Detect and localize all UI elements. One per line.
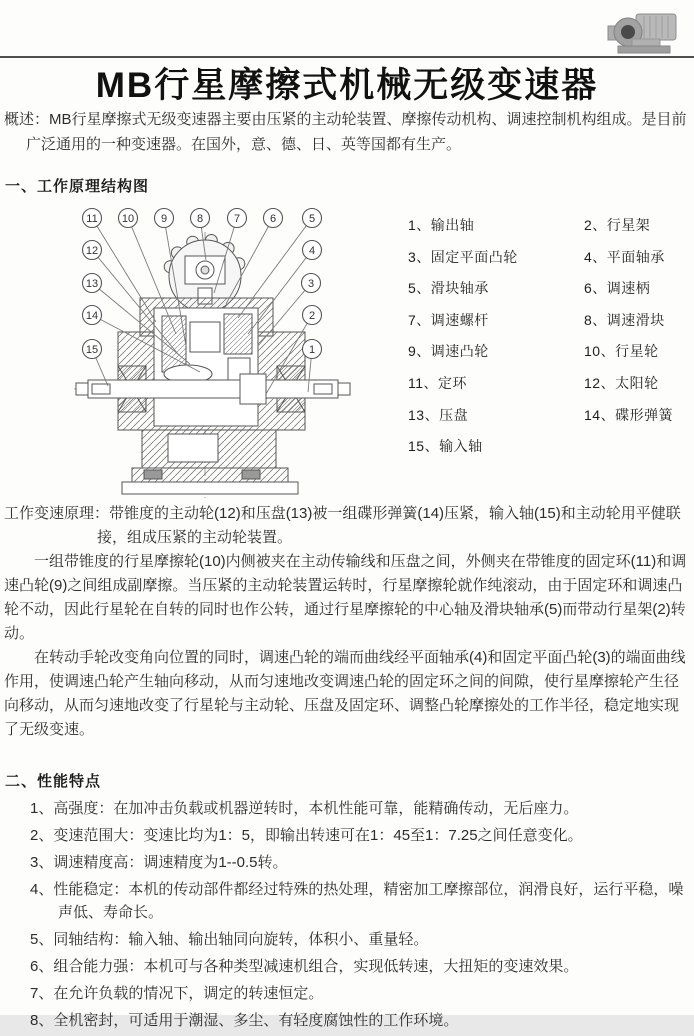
callout-2 <box>303 306 322 325</box>
gear-motor-photo <box>602 4 682 56</box>
feature-item: 3、调速精度高：调速精度为1--0.5转。 <box>30 854 288 871</box>
svg-text:8: 8 <box>196 213 204 225</box>
part-item: 8、调速滑块 <box>584 311 665 328</box>
callout-13 <box>83 274 102 293</box>
callout-8 <box>191 209 210 228</box>
callout-15 <box>83 340 102 359</box>
part-item: 5、滑块轴承 <box>408 280 489 297</box>
callout-6 <box>264 209 283 228</box>
svg-text:2: 2 <box>308 310 316 322</box>
part-item: 2、行星架 <box>584 217 651 233</box>
svg-text:14: 14 <box>85 310 99 322</box>
part-item: 12、太阳轮 <box>584 374 659 391</box>
parts-list <box>408 215 690 468</box>
feature-item: 4、性能稳定：本机的传动部件都经过特殊的热处理，精密加工摩擦部位，润滑良好，运行平稳，噪声低、寿命长。 <box>30 881 684 921</box>
features-list <box>30 797 688 1036</box>
svg-text:5: 5 <box>308 213 316 225</box>
callout-5 <box>303 209 322 228</box>
part-item: 14、碟形弹簧 <box>584 406 674 423</box>
feature-item: 8、全机密封，可适用于潮湿、多尘、有轻度腐蚀性的工作环境。 <box>30 1012 459 1029</box>
part-item: 1、输出轴 <box>408 217 475 233</box>
part-item: 11、定环 <box>408 374 468 391</box>
svg-text:11: 11 <box>86 213 98 225</box>
callout-7 <box>228 209 247 228</box>
svg-text:9: 9 <box>160 213 168 225</box>
svg-text:10: 10 <box>121 213 135 225</box>
feature-item: 5、同轴结构：输入轴、输出轴同向旋转，体积小、重量轻。 <box>30 931 429 948</box>
working-principle <box>4 502 690 742</box>
overview-paragraph <box>4 107 690 157</box>
callout-14 <box>83 306 102 325</box>
variator-cross-section <box>74 232 350 498</box>
part-item: 15、输入轴 <box>408 438 483 455</box>
page-title: MB行星摩擦式机械无级变速器 <box>95 66 599 105</box>
svg-text:6: 6 <box>269 213 277 225</box>
structure-diagram <box>28 196 373 508</box>
part-item: 4、平面轴承 <box>584 248 665 265</box>
feature-item: 2、变速范围大：变速比均为1：5，即输出转速可在1：45至1：7.25之间任意变化。 <box>30 827 583 844</box>
part-item: 13、压盘 <box>408 406 469 423</box>
callout-9 <box>155 209 174 228</box>
part-item: 9、调速凸轮 <box>408 343 489 360</box>
section2-heading: 二、性能特点 <box>5 773 102 790</box>
section1-heading: 一、工作原理结构图 <box>5 178 150 195</box>
feature-item: 7、在允许负载的情况下，调定的转速恒定。 <box>30 985 324 1002</box>
callout-1 <box>303 340 322 359</box>
overview-text: MB行星摩擦式无级变速器主要由压紧的主动轮装置、摩擦传动机构、调速控制机构组成。是目前广泛通用的一种变速器。在国外，意、德、日、英等国都有生产。 <box>26 111 687 153</box>
feature-item: 6、组合能力强：本机可与各种类型减速机组合，实现低转速，大扭矩的变速效果。 <box>30 958 579 975</box>
part-item: 6、调速柄 <box>584 280 651 297</box>
svg-text:7: 7 <box>233 213 241 225</box>
part-item: 10、行星轮 <box>584 343 659 360</box>
svg-text:12: 12 <box>85 245 99 257</box>
svg-text:15: 15 <box>85 344 99 356</box>
part-item: 7、调速螺杆 <box>408 311 489 328</box>
svg-text:3: 3 <box>307 278 315 290</box>
svg-text:13: 13 <box>85 278 99 290</box>
svg-text:4: 4 <box>308 245 316 257</box>
principle-paragraph-2: 一组带锥度的行星摩擦轮(10)内侧被夹在主动传输线和压盘之间，外侧夹在带锥度的固定环(11)和调速凸轮(9)之间组成副摩擦。当压紧的主动轮装置运转时，行星摩擦轮就作纯滚动，由于固定环和调速凸轮不动，因此行星轮在自转的同时也作公转，通过行星摩擦轮的中心轴及滑块轴承(5)而带动行星架(2)转动。 <box>4 553 687 642</box>
principle-paragraph-3: 在转动手轮改变角向位置的同时，调速凸轮的端而曲线经平面轴承(4)和固定平面凸轮(3)的端面曲线作用，使调速凸轮产生轴向移动，从而匀速地改变调速凸轮的固定环之间的间隙，使行星摩擦轮产生径向移动，从而匀速地改变了行星轮与主动轮、压盘及固定环、调整凸轮摩擦处的工作半径，稳定地实现了无级变速。 <box>4 649 686 738</box>
callout-12 <box>83 241 102 260</box>
feature-item: 1、高强度：在加冲击负载或机器逆转时，本机性能可靠，能精确传动，无后座力。 <box>30 800 579 817</box>
callout-10 <box>119 209 138 228</box>
callout-3 <box>302 274 321 293</box>
svg-text:1: 1 <box>308 344 316 356</box>
principle-paragraph-1: 带锥度的主动轮(12)和压盘(13)被一组碟形弹簧(14)压紧，输入轴(15)和主动轮用平健联接，组成压紧的主动轮装置。 <box>97 505 681 546</box>
principle-label: 工作变速原理： <box>4 505 110 522</box>
callout-11 <box>83 209 102 228</box>
base-plate <box>122 482 298 494</box>
part-item: 3、固定平面凸轮 <box>408 248 518 265</box>
overview-label: 概述： <box>4 111 50 128</box>
callout-4 <box>303 241 322 260</box>
